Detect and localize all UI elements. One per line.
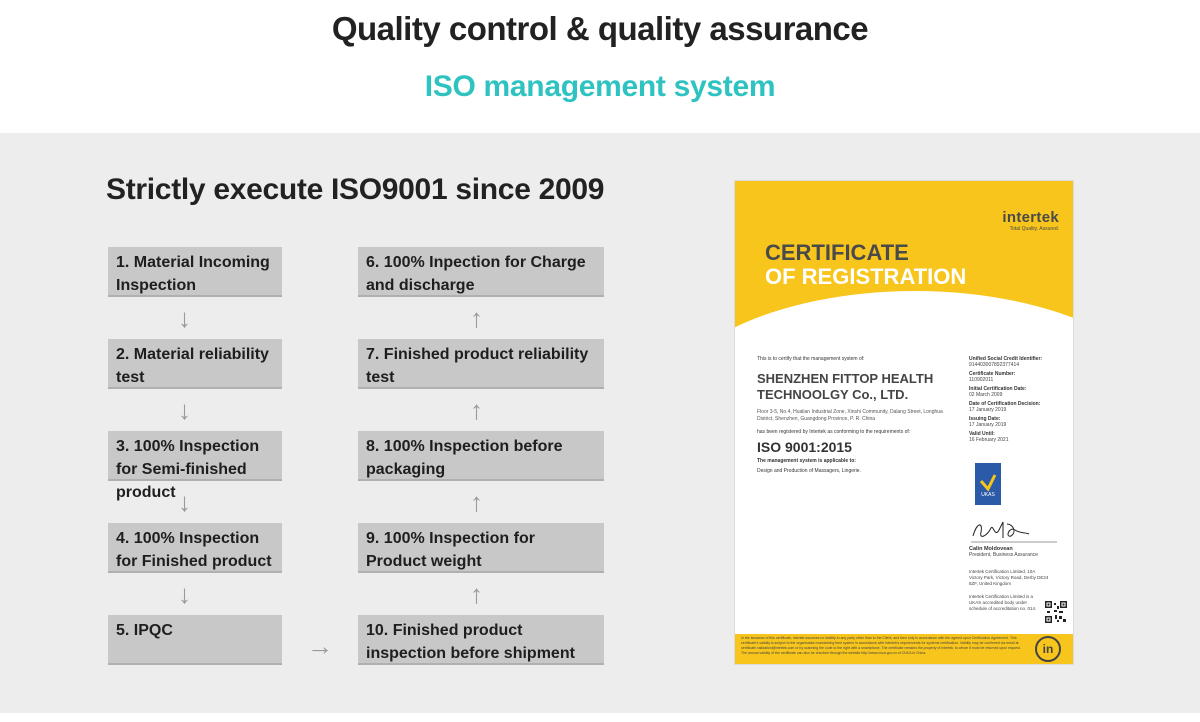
page-title: Quality control & quality assurance	[331, 10, 869, 47]
signatory-name: Calin Moldovean	[969, 546, 1013, 552]
arrow-down-icon: ↓	[178, 395, 191, 425]
certificate-fields	[969, 353, 1065, 443]
ukas-logo	[975, 463, 1001, 505]
signature-icon	[969, 518, 1059, 544]
arrow-down-icon: ↓	[178, 579, 191, 609]
step-9: 9. 100% Inspection for Product weight	[358, 523, 604, 573]
field-value: 17 January 2019	[969, 407, 1007, 413]
certificate-standard: ISO 9001:2015	[757, 439, 852, 455]
svg-text:UKAS: UKAS	[981, 492, 995, 498]
arrow-up-icon: ↑	[470, 303, 483, 333]
intertek-footer-logo: in	[1035, 636, 1061, 662]
signatory-role: President, Business Assurance	[969, 552, 1038, 558]
signatory	[969, 546, 1069, 558]
arrow-up-icon: ↑	[470, 579, 483, 609]
step-3: 3. 100% Inspection for Semi-finished product	[108, 431, 282, 481]
certificate-scope: Design and Production of Massagers, Lingerie.	[757, 468, 861, 474]
bottom-strip	[0, 713, 1200, 722]
step-10: 10. Finished product inspection before shipment	[358, 615, 604, 665]
panel-heading: Strictly execute ISO9001 since 2009	[106, 173, 605, 206]
page-subtitle: ISO management system	[424, 70, 776, 103]
iso-certificate	[735, 181, 1073, 664]
field-value: 91440300789237741​4	[969, 362, 1020, 368]
step-5: 5. IPQC	[108, 615, 282, 665]
certificate-heading-1: CERTIFICATE	[765, 240, 909, 265]
accreditation-text: Intertek Certification Limited is a UKAS accredited body under schedule of accreditation no. 014.	[969, 594, 1037, 611]
step-2: 2. Material reliability test	[108, 339, 282, 389]
arrow-right-icon: →	[307, 631, 333, 661]
field-label: Certificate Number:	[969, 371, 1016, 377]
arrow-down-icon: ↓	[178, 303, 191, 333]
certificate-body	[757, 356, 953, 474]
step-8: 8. 100% Inspection before packaging	[358, 431, 604, 481]
arrow-up-icon: ↑	[470, 395, 483, 425]
certificate-company: SHENZHEN FITTOP HEALTH TECHNOOLGY Co., LTD.	[757, 371, 934, 402]
step-1: 1. Material Incoming Inspection	[108, 247, 282, 297]
arrow-up-icon: ↑	[470, 487, 483, 517]
intertek-logo: intertek Total Quality. Assured.	[1002, 209, 1059, 232]
field-value: 02 March 2009	[969, 392, 1003, 398]
ukas-crown-icon	[978, 469, 998, 499]
quality-panel	[0, 133, 1200, 713]
field-label: Issuing Date:	[969, 416, 1001, 422]
certificate-intro: This is to certify that the management system of:	[757, 356, 865, 362]
certificate-registered-text: has been registered by Intertek as conforming to the requirements of:	[757, 429, 911, 435]
certificate-applicable-text: The management system is applicable to:	[757, 458, 856, 464]
certificate-address: Floor 3-5, No.4, Hualian Industrial Zone, Xinshi Community, Dalang Street, Longhua District, Shenzhen, Guangdong Province, P. R. China	[757, 409, 943, 422]
step-6: 6. 100% Inpection for Charge and discharge	[358, 247, 604, 297]
field-value: 110902011	[969, 377, 994, 383]
field-label: Initial Certification Date:	[969, 386, 1027, 392]
field-label: Unified Social Credit Identifier:	[969, 356, 1043, 362]
field-label: Valid Until:	[969, 431, 995, 437]
certificate-heading-2: OF REGISTRATION	[765, 264, 967, 289]
step-7: 7. Finished product reliability test	[358, 339, 604, 389]
arrow-down-icon: ↓	[178, 487, 191, 517]
field-label: Date of Certification Decision:	[969, 401, 1041, 407]
field-value: 16 February 2021	[969, 437, 1009, 443]
certificate-footer-text: In the issuance of this certificate, Intertek assumes no liability to any party other than to the Client, and then only in accordance with the agreed upon Certification Agreement. This certificate's validity is subject to the organisation maintaining their system in accordance with Intertek's requirements for systems certification. Validity may be confirmed via email at certificate.validation@intertek.com or by scanning the code to the right with a smartphone. The certificate remains the property of Intertek, to whom it must be returned upon request. The annual validity of the certificate can also be checked through the website http://www.cnca.gov.cn of CNCA in China.	[741, 636, 1021, 655]
step-4: 4. 100% Inspection for Finished product	[108, 523, 282, 573]
qr-code-icon	[1045, 601, 1067, 623]
issuer-address: Intertek Certification Limited, 10A Victory Park, Victory Road, Derby DE24 8ZF, United Kingdom	[969, 569, 1049, 586]
field-value: 17 January 2019	[969, 422, 1007, 428]
